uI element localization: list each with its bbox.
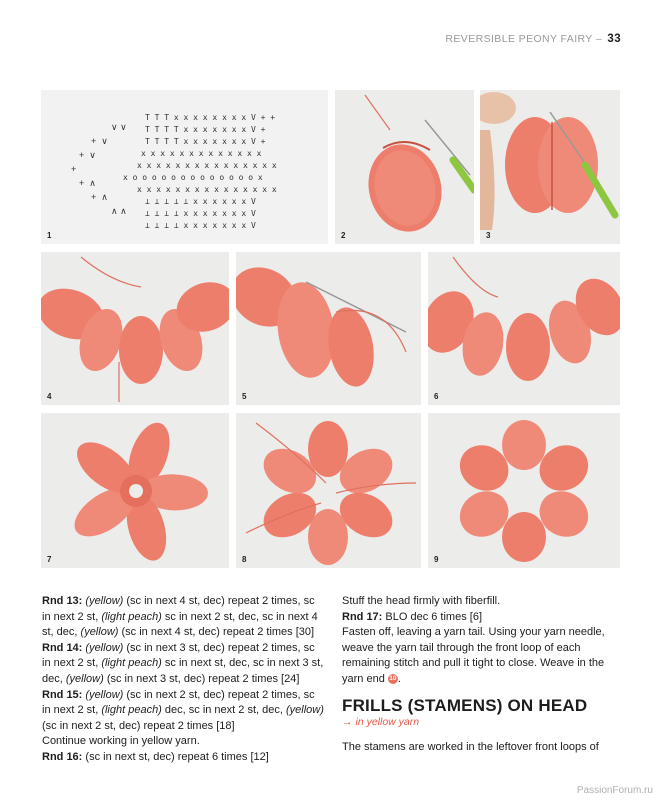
chart-row: x o o o o o o o o o o o o o x [123,173,263,182]
figure-number: 4 [47,392,52,401]
chart-row: T T T T x x x x x x x V + [145,137,266,146]
section-subtitle: → in yellow yarn [342,716,420,728]
section-intro-text: The stamens are worked in the leftover front loops of [342,741,599,753]
figure-8-photo [236,413,421,568]
header-title: REVERSIBLE PEONY FAIRY – [445,33,603,45]
figure-number: 3 [486,231,491,240]
chart-row: x x x x x x x x x x x x x [141,149,262,158]
instructions-left-column [42,594,324,766]
figure-number: 6 [434,392,439,401]
section-title: FRILLS (STAMENS) ON HEAD [342,696,588,715]
figure-number: 8 [242,555,247,564]
figure-7-photo [41,413,229,568]
figure-9-photo [428,413,620,568]
figure-4-photo [41,252,229,405]
arrow-icon: → [342,716,353,728]
continue-note: Continue working in yellow yarn. [42,735,200,748]
figure-3-photo [480,90,620,244]
running-header [445,33,621,45]
chart-row: ⊥ ⊥ ⊥ ⊥ ⊥ x x x x x x V [145,197,256,206]
round-16: Rnd 16: (sc in next st, dec) repeat 6 times [12] [42,750,269,763]
figure-5-photo [236,252,421,405]
figure-1-chart: T T T x x x x x x x x V + + T T T T x x x x x x x V + T T T T x x x x x x x V + x x x x x x x x x x x x x x x x x x x x x x x x x x x x x o o o o o o o o o o o o o x x x x x x x x x x x x x x x x ⊥ ⊥ ⊥ ⊥ ⊥ x x x x x x V ⊥ ⊥ ⊥ ⊥ x x x x x x x V ⊥ ⊥ ⊥ ⊥ x x x x x x x V ∨ ∨ + ∨ + ∨ + + ∧ + ∧ ∧ ∧ 1 [41,90,328,244]
chart-row: ⊥ ⊥ ⊥ ⊥ x x x x x x x V [145,209,256,218]
watermark: PassionForum.ru [576,785,653,796]
round-13: Rnd 13: (yellow) (sc in next 4 st, dec) repeat 2 times, sc in next 2 st, (light peach) sc in next 2 st, dec, sc in next 4 st, dec, (yellow) (sc in next 4 st, dec) repeat 2 times [30] [42,595,318,639]
round-17: Rnd 17: BLO dec 6 times [6] [342,610,482,623]
chart-row: T T T x x x x x x x x V + + [145,113,276,122]
chart-row: x x x x x x x x x x x x x x x [137,185,277,194]
figure-2-photo [335,90,474,244]
chart-row: ⊥ ⊥ ⊥ ⊥ x x x x x x x V [145,221,256,230]
instructions-right-column [342,594,620,688]
figure-6-photo [428,252,620,405]
page-number: 33 [607,33,621,45]
stuff-note: Stuff the head firmly with fiberfill. [342,595,501,607]
figure-number: 7 [47,555,52,564]
figure-number: 5 [242,392,247,401]
chart-row: x x x x x x x x x x x x x x x [137,161,277,170]
figure-number: 1 [47,231,52,240]
figure-number: 9 [434,555,439,564]
yarn-end-icon: 10 [389,675,397,683]
chart-row: T T T T x x x x x x x V + [145,125,266,134]
round-15: Rnd 15: (yellow) (sc in next 2 st, dec) repeat 2 times, sc in next 2 st, (light peach) dec, sc in next 2 st, dec, (yellow) (sc in next 2 st, dec) repeat 2 times [18] [42,688,324,732]
fasten-off-note: Fasten off, leaving a yarn tail. Using your yarn needle, weave the yarn tail through the front loop of each remaining stitch and pull it tight to close. Weave in the yarn end 10. [342,626,605,685]
figure-number: 2 [341,231,346,240]
round-14: Rnd 14: (yellow) (sc in next 3 st, dec) repeat 2 times, sc in next 2 st, (light peach) sc in next st, dec, sc in next 3 st, dec, (yellow) (sc in next 3 st, dec) repeat 2 times [24] [42,641,324,685]
